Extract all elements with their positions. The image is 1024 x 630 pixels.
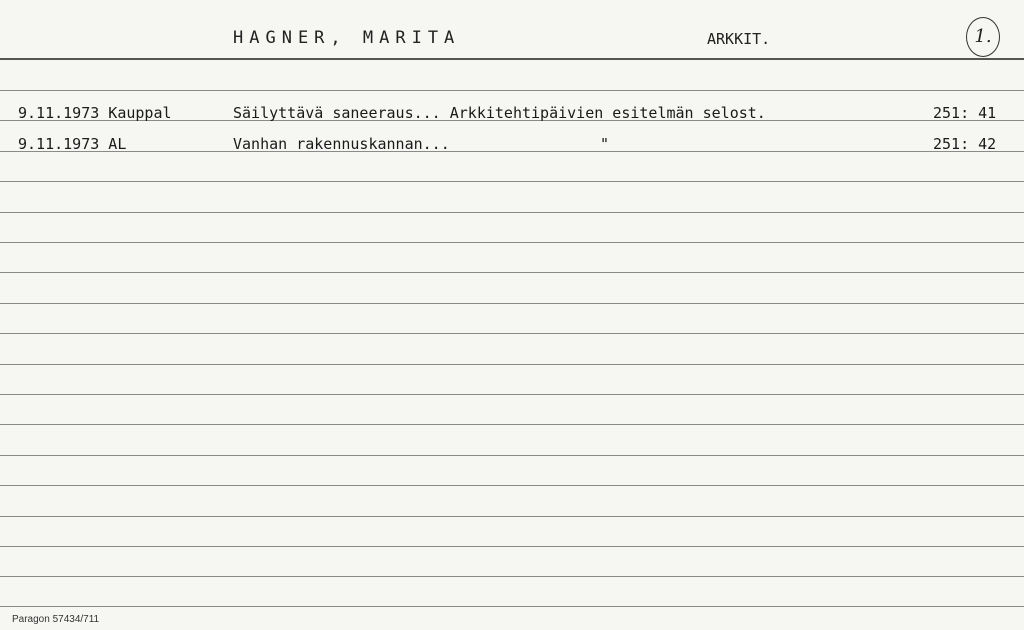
ruled-line [0,606,1024,607]
card-number-circle: 1. [966,17,1000,57]
ruled-line [0,90,1024,91]
ruled-line [0,333,1024,334]
ruled-line [0,364,1024,365]
entry-reference: 251: 42 [933,135,997,153]
entry-date-source: 9.11.1973 AL [18,135,127,153]
entry-title: Säilyttävä saneeraus... Arkkitehtipäivien esitelmän selost. [233,104,766,122]
ruled-line [0,212,1024,213]
card-print-code: Paragon 57434/711 [12,614,100,625]
ruled-line [0,272,1024,273]
ruled-line [0,516,1024,517]
entry-date-source: 9.11.1973 Kauppal [18,104,172,122]
ruled-line [0,242,1024,243]
card-header-name: HAGNER, MARITA [233,28,461,48]
header-rule [0,58,1024,60]
entry-reference: 251: 41 [933,104,997,122]
ruled-line [0,303,1024,304]
ruled-line [0,485,1024,486]
ruled-line [0,394,1024,395]
ruled-line [0,546,1024,547]
entry-ditto-mark: " [600,135,610,153]
card-entry [0,104,1024,126]
ruled-line [0,424,1024,425]
entry-title: Vanhan rakennuskannan... [233,135,450,153]
card-header-category: ARKKIT. [707,30,771,48]
ruled-line [0,576,1024,577]
ruled-line [0,181,1024,182]
ruled-line [0,455,1024,456]
card-entry [0,135,1024,157]
